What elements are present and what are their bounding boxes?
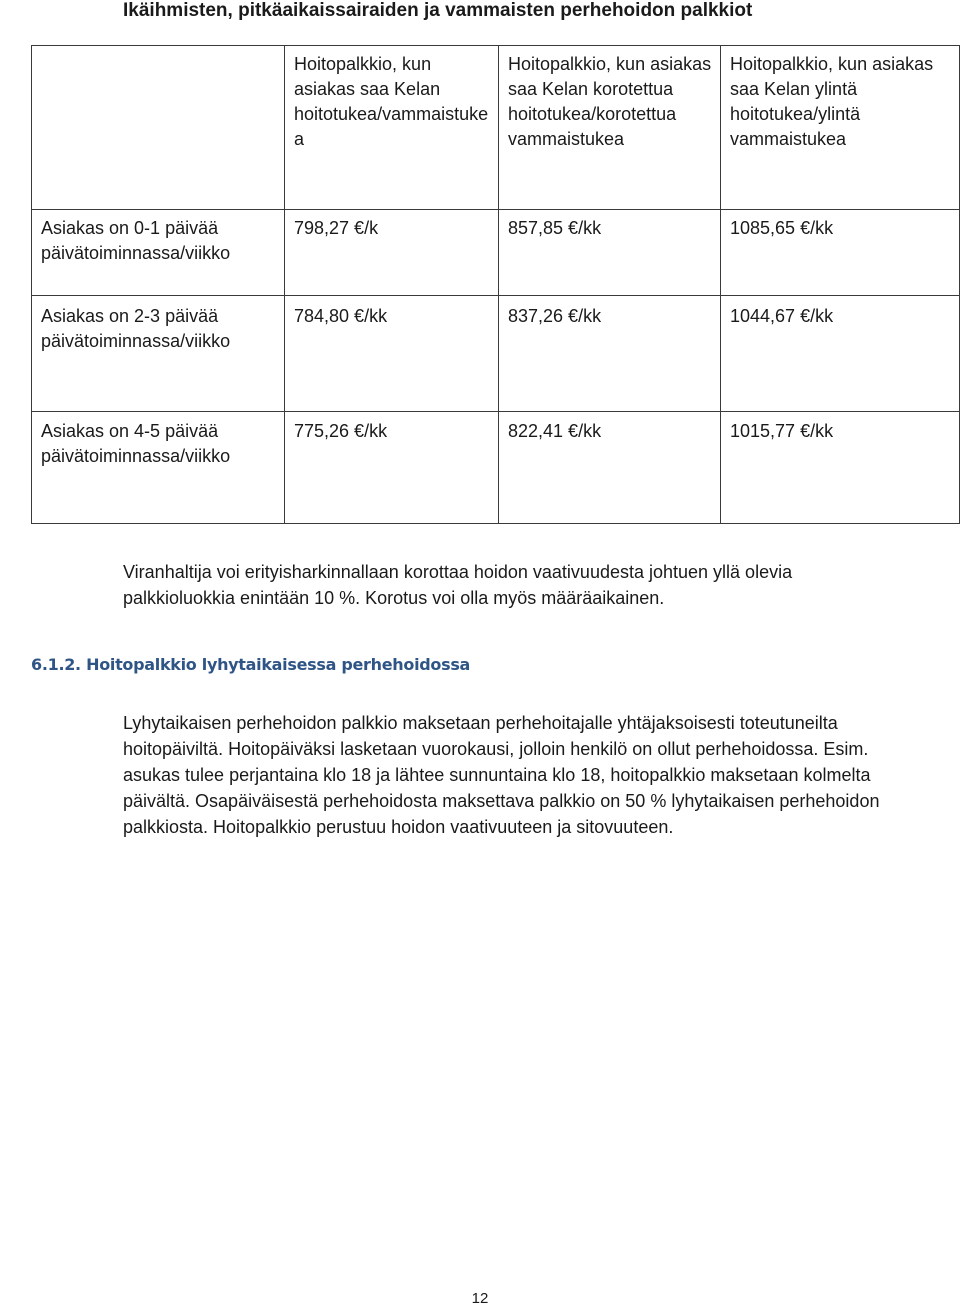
- section-heading: 6.1.2. Hoitopalkkio lyhytaikaisessa perhehoidossa: [31, 655, 471, 674]
- row-label: Asiakas on 0-1 päivää päivätoiminnassa/viikko: [32, 210, 285, 296]
- section-paragraph: Lyhytaikaisen perhehoidon palkkio maksetaan perhehoitajalle yhtäjaksoisesti toteutuneilta hoitopäiviltä. Hoitopäiväksi lasketaan vuorokausi, jolloin henkilö on ollut perhehoidossa. Esim. asukas tulee perjantaina klo 18 ja lähtee sunnuntaina klo 18, hoitopalkkio maksetaan kolmelta päivältä. Osapäiväisestä perhehoidosta maksettava palkkio on 50 % lyhytaikaisen perhehoidon palkkiosta. Hoitopalkkio perustuu hoidon vaativuuteen ja sitovuuteen.: [123, 713, 880, 837]
- fee-value: 857,85 €/kk: [499, 210, 721, 296]
- fee-value: 784,80 €/kk: [285, 296, 499, 412]
- page-number: 12: [471, 1290, 489, 1307]
- fee-value: 1044,67 €/kk: [721, 296, 960, 412]
- fee-value: 822,41 €/kk: [499, 412, 721, 524]
- fee-table: [31, 45, 960, 524]
- header-cell-basic: Hoitopalkkio, kun asiakas saa Kelan hoitotukea/vammaistukea: [285, 46, 499, 210]
- fee-value: 1015,77 €/kk: [721, 412, 960, 524]
- row-label: Asiakas on 4-5 päivää päivätoiminnassa/viikko: [32, 412, 285, 524]
- fee-value: 775,26 €/kk: [285, 412, 499, 524]
- table-row: [32, 210, 960, 296]
- table-header-row: [32, 46, 960, 210]
- header-cell-highest: Hoitopalkkio, kun asiakas saa Kelan ylintä hoitotukea/ylintä vammaistukea: [721, 46, 960, 210]
- note-paragraph: Viranhaltija voi erityisharkinnallaan korottaa hoidon vaativuudesta johtuen yllä olevia palkkioluokkia enintään 10 %. Korotus voi olla myös määräaikainen.: [123, 562, 793, 608]
- fee-value: 798,27 €/k: [285, 210, 499, 296]
- fee-value: 1085,65 €/kk: [721, 210, 960, 296]
- page-title: Ikäihmisten, pitkäaikaissairaiden ja vammaisten perhehoidon palkkiot: [123, 0, 753, 21]
- table-row: [32, 412, 960, 524]
- row-label: Asiakas on 2-3 päivää päivätoiminnassa/viikko: [32, 296, 285, 412]
- header-cell-raised: Hoitopalkkio, kun asiakas saa Kelan korotettua hoitotukea/korotettua vammaistukea: [499, 46, 721, 210]
- header-cell-empty: [32, 46, 285, 210]
- table-row: [32, 296, 960, 412]
- fee-value: 837,26 €/kk: [499, 296, 721, 412]
